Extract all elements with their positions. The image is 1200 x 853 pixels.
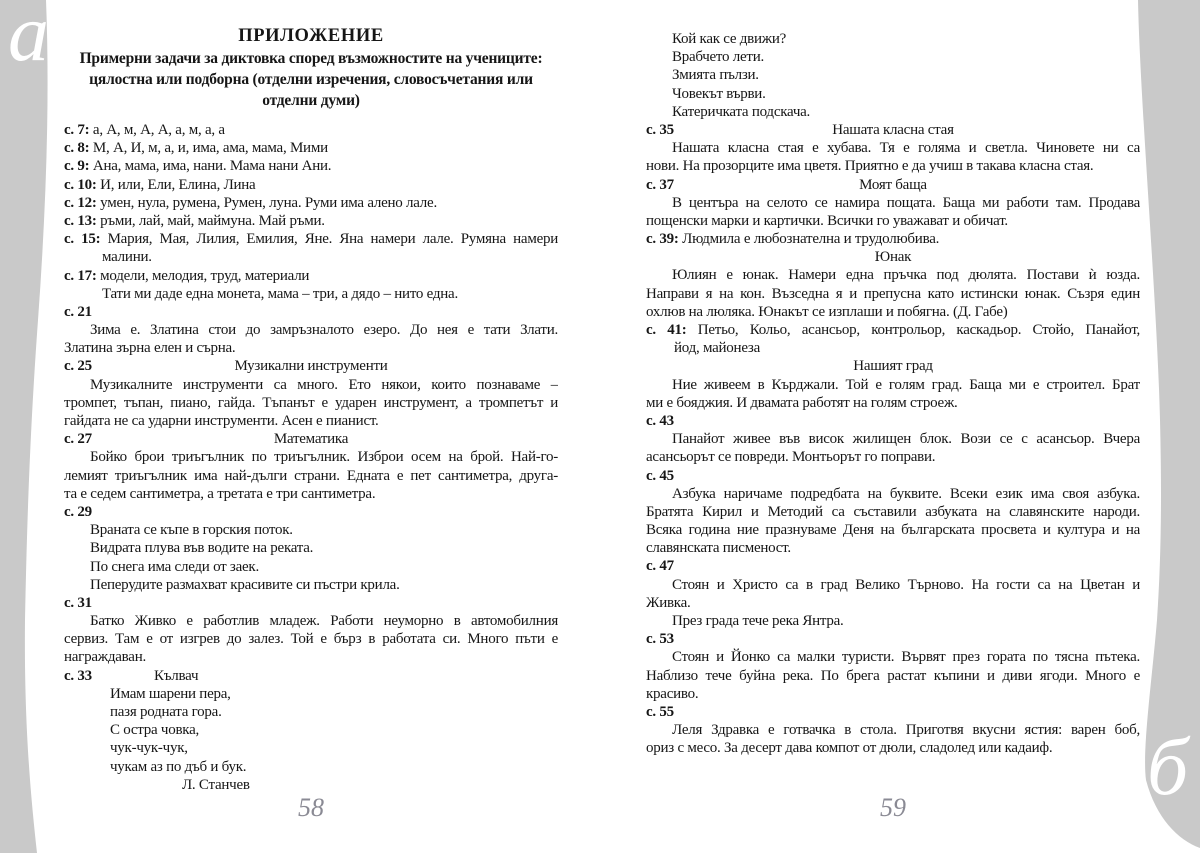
line-text: йод, майонеза <box>674 340 761 357</box>
line-text: та е седем сантиметра, а третата е три сантиметра. <box>64 485 376 502</box>
line-text: тромпет, тъпан, пиано, гайда. Тъпанът е ударен инструмент, а тромпетът и <box>64 394 558 411</box>
page-ref-label: с. 35 <box>646 121 674 138</box>
appendix-title: ПРИЛОЖЕНИЕ <box>238 26 384 46</box>
line-text: лемият триъгълник има най-дълги страни. Едната е пет сантиметра, друга- <box>64 467 558 484</box>
text-line <box>646 703 1140 721</box>
page-ref-label: с. 8: <box>64 140 90 157</box>
text-line <box>646 412 1140 430</box>
text-line <box>646 685 1140 703</box>
text-line <box>646 448 1140 466</box>
line-text: С остра човка, <box>110 722 200 739</box>
text-line <box>64 721 558 739</box>
line-text: Направи я на кон. Възседна я и препусна като истински юнак. Съзря един <box>646 285 1140 302</box>
page-ref-label: с. 29 <box>64 503 92 520</box>
section-tab-letter-b: б <box>1147 721 1189 812</box>
text-line <box>64 594 558 612</box>
text-line <box>646 303 1140 321</box>
text-line <box>64 267 558 285</box>
page-ref-label: с. 37 <box>646 176 674 193</box>
line-text: Панайот живее във висок жилищен блок. Вози се с асансьор. Вчера <box>672 431 1140 448</box>
page-ref-label: с. 9: <box>64 158 90 175</box>
line-text: Тати ми даде една монета, мама – три, а дядо – нито една. <box>102 285 458 302</box>
line-text: награждаван. <box>64 649 146 666</box>
line-text: Зима е. Златина стои до замръзналото езеро. До нея е тати Злати. <box>90 322 558 339</box>
text-line <box>646 85 1140 103</box>
page-ref-label: с. 33 <box>64 667 92 684</box>
page-ref-label: с. 10: <box>64 176 97 193</box>
text-line <box>64 176 558 194</box>
page-ref-label: с. 25 <box>64 358 92 375</box>
text-line <box>64 576 558 594</box>
text-line <box>64 612 558 630</box>
page-ref-label: с. 31 <box>64 594 92 611</box>
line-text: Кълвач <box>154 667 199 684</box>
line-text: Нашата класна стая е хубава. Тя е голяма и светла. Чиновете ни са <box>672 140 1140 157</box>
text-line <box>646 557 1140 575</box>
text-line <box>64 194 558 212</box>
page-ref-label: с. 43 <box>646 412 674 429</box>
page-ref-label: с. 21 <box>64 303 92 320</box>
text-line <box>646 194 1140 212</box>
page-ref-label: с. 53 <box>646 631 674 648</box>
text-line <box>646 467 1140 485</box>
text-line <box>646 539 1140 557</box>
section-heading: Нашият град <box>853 358 933 375</box>
line-text: М, А, И, м, а, и, има, ама, мама, Мими <box>92 140 328 157</box>
text-line <box>64 521 558 539</box>
text-line <box>64 230 558 248</box>
line-text: умен, нула, румена, Румен, луна. Руми има алено лале. <box>100 194 437 211</box>
line-text: чукам аз по дъб и бук. <box>110 758 247 775</box>
page-ref-label: с. 45 <box>646 467 674 484</box>
page-ref-label: с. 27 <box>64 431 92 448</box>
page-ref-label: с. 7: <box>64 122 90 138</box>
line-text: Врабчето лети. <box>672 49 765 66</box>
line-text: Змията пълзи. <box>672 67 759 84</box>
text-line <box>646 285 1140 303</box>
left-corner-band <box>0 0 52 853</box>
line-text: чук-чук-чук, <box>110 740 188 757</box>
line-text: Враната се къпе в горския поток. <box>90 522 293 539</box>
text-line <box>646 103 1140 121</box>
line-text: пазя родната гора. <box>110 704 222 720</box>
line-text: ръми, лай, май, маймуна. Май ръми. <box>100 212 325 229</box>
text-line <box>64 121 558 139</box>
text-line <box>64 321 558 339</box>
text-line <box>64 448 558 466</box>
line-text: По снега има следи от заек. <box>90 558 259 575</box>
text-line <box>64 394 558 412</box>
line-text: И, или, Ели, Елина, Лина <box>100 176 256 193</box>
line-text: Братята Кирил и Методий са съставили азбуката на славянските народи. <box>646 503 1140 520</box>
left-page-text-lines <box>64 121 558 794</box>
line-text: Кой как се движи? <box>672 31 787 47</box>
text-line <box>64 430 558 448</box>
line-text: Видрата плува във водите на реката. <box>90 540 314 557</box>
line-text: пощенски марки и картички. Всички го уважават и обичат. <box>646 212 1008 229</box>
text-line <box>646 739 1140 757</box>
line-text: малини. <box>102 249 152 266</box>
text-line <box>646 321 1140 339</box>
text-line <box>646 66 1140 84</box>
text-line <box>646 430 1140 448</box>
page-ref-label: с. 55 <box>646 703 674 720</box>
right-page-text-lines <box>646 30 1140 758</box>
text-line <box>64 703 558 721</box>
text-line <box>64 467 558 485</box>
line-text: модели, мелодия, труд, материали <box>100 267 310 284</box>
text-line <box>64 667 558 685</box>
line-text: Стоян и Йонко са малки туристи. Вървят през гората по тясна пътека. <box>672 649 1140 666</box>
section-heading: Математика <box>273 431 349 448</box>
text-line <box>64 485 558 503</box>
text-line <box>64 248 558 266</box>
line-text: Азбука наричаме подредбата на буквите. Всеки език има своя азбука. <box>672 485 1140 502</box>
text-line <box>646 176 1140 194</box>
text-line <box>646 521 1140 539</box>
text-line <box>64 339 558 357</box>
text-line <box>64 648 558 666</box>
line-text: Златина зърна елен и сърна. <box>64 340 236 357</box>
text-line <box>646 721 1140 739</box>
page-ref-label: с. 47 <box>646 558 674 575</box>
line-text: асансьорът се повреди. Монтьорът го поправи. <box>646 449 936 466</box>
line-text: Ние живеем в Кърджали. Той е голям град. Баща ми е строител. Брат <box>672 376 1140 393</box>
text-line <box>646 485 1140 503</box>
text-line <box>64 303 558 321</box>
section-heading: Нашата класна стая <box>832 121 954 138</box>
page-ref-label: с. 41: <box>646 322 687 338</box>
line-text: охлюв на люляка. Юнакът се изплаши и побягна. (Д. Габе) <box>646 303 1008 320</box>
appendix-subtitle-line-3: отделни думи) <box>262 92 360 109</box>
appendix-subtitle-line-1: Примерни задачи за диктовка според възможностите на учениците: <box>79 50 543 67</box>
text-line <box>64 376 558 394</box>
left-page <box>64 24 558 794</box>
line-text: Юлиян е юнак. Намери една пръчка под дюлята. Постави ѝ юзда. <box>672 267 1140 284</box>
page-ref-label: с. 17: <box>64 267 97 284</box>
text-line <box>64 357 558 375</box>
text-line <box>646 503 1140 521</box>
line-text: ориз с месо. За десерт дава компот от дюли, сладолед или кадаиф. <box>646 740 1053 757</box>
line-text: ми е бояджия. И двамата работят на голям строеж. <box>646 394 958 411</box>
text-line <box>646 30 1140 48</box>
line-text: сервиз. Там е от изгрев до залез. Той е бърз в работата си. Много пъти е <box>64 631 558 648</box>
section-heading: Музикални инструменти <box>234 358 388 375</box>
line-text: Стоян и Христо са в град Велико Търново. На гости са на Цветан и <box>672 576 1140 593</box>
line-text: Музикалните инструменти са много. Ето някои, които познаваме – <box>90 376 558 393</box>
line-text: Пеперудите размахват красивите си пъстри крила. <box>90 576 400 593</box>
page-number-right: 59 <box>880 793 906 822</box>
text-line <box>646 48 1140 66</box>
text-line <box>64 412 558 430</box>
text-line <box>64 758 558 776</box>
line-text: Людмила е любознателна и трудолюбива. <box>682 231 940 248</box>
line-text: Ана, мама, има, нани. Мама нани Ани. <box>92 158 332 175</box>
page-ref-label: с. 39: <box>646 231 679 248</box>
section-tab-letter-a: а <box>8 0 49 78</box>
line-text: Живка. <box>646 594 691 611</box>
text-line <box>646 612 1140 630</box>
line-text: Всяка година ние празнуваме Деня на българската просвета и култура и на <box>646 522 1140 539</box>
text-line <box>64 685 558 703</box>
line-text: Батко Живко е работлив младеж. Работи неуморно в автомобилния <box>90 613 558 630</box>
line-text: През града тече река Янтра. <box>672 613 844 629</box>
text-line <box>646 212 1140 230</box>
line-text: Имам шарени пера, <box>110 685 231 702</box>
text-line <box>646 394 1140 412</box>
line-text: Л. Станчев <box>182 776 250 793</box>
line-text: славянската писменост. <box>646 540 791 557</box>
line-text: Човекът върви. <box>672 85 766 102</box>
line-text: красиво. <box>646 685 699 702</box>
text-line <box>646 339 1140 357</box>
line-text: а, А, м, А, А, а, м, а, а <box>92 122 225 138</box>
page-ref-label: с. 12: <box>64 194 97 211</box>
text-line <box>646 594 1140 612</box>
text-line <box>646 667 1140 685</box>
text-line <box>646 357 1140 375</box>
text-line <box>64 212 558 230</box>
page-ref-label: с. 13: <box>64 212 97 229</box>
text-line <box>646 139 1140 157</box>
text-line <box>64 739 558 757</box>
page-ref-label: с. 15: <box>64 231 101 248</box>
text-line <box>64 539 558 557</box>
text-line <box>646 248 1140 266</box>
line-text: Мария, Мая, Лилия, Емилия, Яне. Яна намери лале. Румяна намери <box>107 231 558 248</box>
line-text: гайдата не са ударни инструменти. Асен е пианист. <box>64 413 379 429</box>
right-page <box>646 30 1140 758</box>
line-text: Петьо, Кольо, асансьор, контрольор, каскадьор. Стойо, Панайот, <box>697 322 1140 338</box>
text-line <box>646 121 1140 139</box>
text-line <box>64 139 558 157</box>
text-line <box>64 285 558 303</box>
line-text: Катеричката подскача. <box>672 103 811 120</box>
text-line <box>64 630 558 648</box>
text-line <box>64 503 558 521</box>
line-text: Леля Здравка е готвачка в стола. Приготвя вкусни ястия: варен боб, <box>672 722 1140 739</box>
line-text: Наблизо тече буйна река. По брега растат къпини и диви ягоди. Много е <box>646 667 1140 684</box>
text-line <box>646 648 1140 666</box>
text-line <box>646 157 1140 175</box>
text-line <box>646 230 1140 248</box>
text-line <box>646 266 1140 284</box>
text-line <box>64 558 558 576</box>
line-text: В центъра на селото се намира пощата. Баща ми работи там. Продава <box>672 194 1140 211</box>
text-line <box>646 376 1140 394</box>
page-number-left: 58 <box>298 793 324 822</box>
section-heading: Моят баща <box>859 176 927 193</box>
text-line <box>646 576 1140 594</box>
text-line <box>646 630 1140 648</box>
line-text: нови. На прозорците има цветя. Приятно е да учиш в такава класна стая. <box>646 158 1094 175</box>
text-line <box>64 157 558 175</box>
appendix-subtitle-line-2: цялостна или подборна (отделни изречения, словосъчетания или <box>89 71 533 88</box>
section-heading: Юнак <box>874 249 912 266</box>
line-text: Бойко брои триъгълник по триъгълник. Изброи осем на брой. Най-го- <box>90 449 558 466</box>
